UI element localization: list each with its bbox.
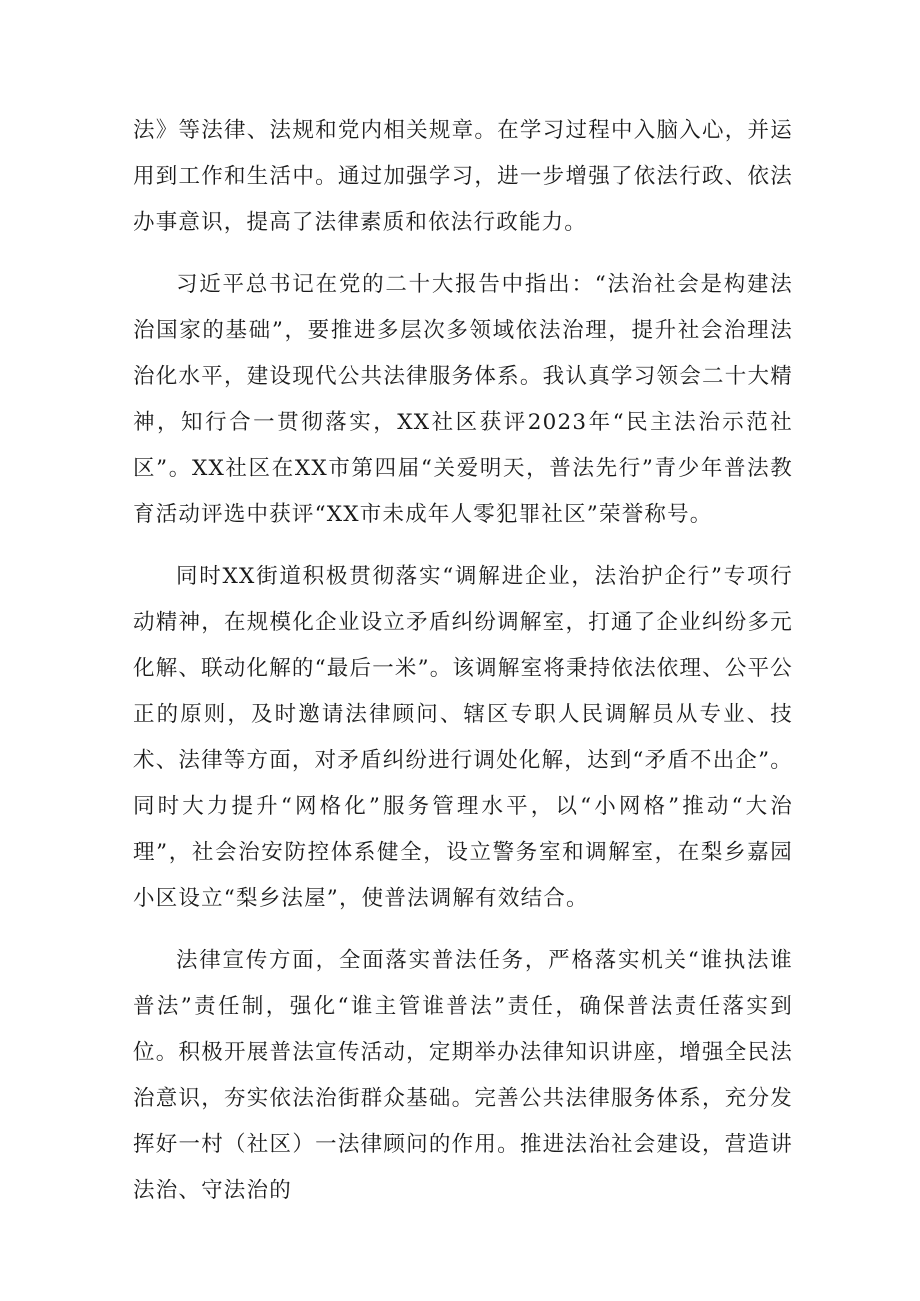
document-body <box>133 108 793 1230</box>
paragraph-4: 法律宣传方面，全面落实普法任务，严格落实机关“谁执法谁普法”责任制，强化“谁主管谁普法”责任，确保普法责任落实到位。积极开展普法宣传活动，定期举办法律知识讲座，增强全民法治意识，夯实依法治街群众基础。完善公共法律服务体系，充分发挥好一村（社区）一法律顾问的作用。推进法治社会建设，营造讲法治、守法治的 <box>133 948 793 1203</box>
paragraph-1: 法》等法律、法规和党内相关规章。在学习过程中入脑入心，并运用到工作和生活中。通过加强学习，进一步增强了依法行政、依法办事意识，提高了法律素质和依法行政能力。 <box>133 118 793 235</box>
paragraph-3: 同时XX街道积极贯彻落实“调解进企业，法治护企行”专项行动精神，在规模化企业设立矛盾纠纷调解室，打通了企业纠纷多元化解、联动化解的“最后一米”。该调解室将秉持依法依理、公平公正的原则，及时邀请法律顾问、辖区专职人民调解员从专业、技术、法律等方面，对矛盾纠纷进行调处化解，达到“矛盾不出企”。同时大力提升“网格化”服务管理水平，以“小网格”推动“大治理”，社会治安防控体系健全，设立警务室和调解室，在梨乡嘉园小区设立“梨乡法屋”，使普法调解有效结合。 <box>133 564 793 911</box>
paragraph-2: 习近平总书记在党的二十大报告中指出：“法治社会是构建法治国家的基础”，要推进多层次多领域依法治理，提升社会治理法治化水平，建设现代公共法律服务体系。我认真学习领会二十大精神，知行合一贯彻落实，XX社区获评2023年“民主法治示范社区”。XX社区在XX市第四届“关爱明天，普法先行”青少年普法教育活动评选中获评“XX市未成年人零犯罪社区”荣誉称号。 <box>133 272 793 527</box>
